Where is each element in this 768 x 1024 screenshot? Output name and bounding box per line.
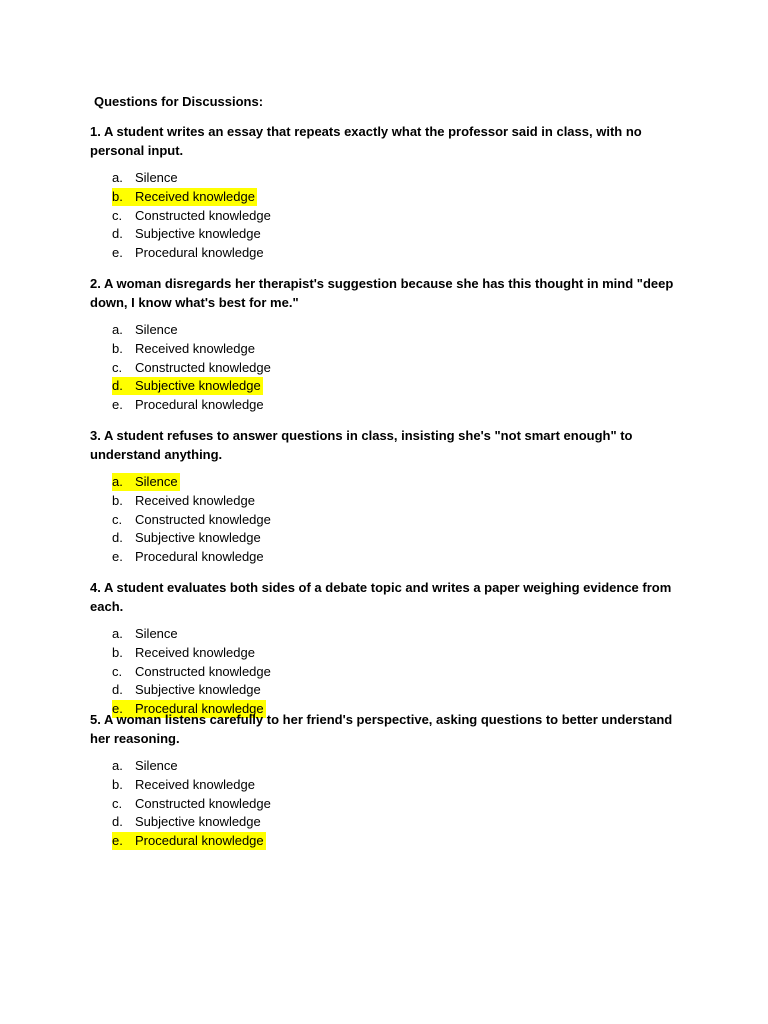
answer-options — [90, 757, 680, 851]
option-letter: b. — [112, 188, 123, 204]
option-b — [90, 644, 680, 663]
question-4 — [90, 578, 680, 719]
question-text: 5. A woman listens carefully to her friend's perspective, asking questions to better understand her reasoning. — [90, 712, 673, 746]
option-label: Constructed knowledge — [135, 663, 271, 679]
option-d — [90, 813, 680, 832]
option-a — [90, 169, 680, 188]
option-e — [90, 548, 680, 567]
option-d — [90, 681, 680, 700]
option-letter: e. — [112, 397, 123, 413]
option-b — [90, 776, 680, 795]
option-c-content — [112, 359, 273, 377]
option-c — [90, 795, 680, 814]
option-label: Procedural knowledge — [135, 833, 264, 849]
option-label: Constructed knowledge — [135, 795, 271, 811]
option-c — [90, 207, 680, 226]
option-label: Constructed knowledge — [135, 207, 271, 223]
option-label: Subjective knowledge — [135, 226, 261, 242]
option-b-content — [112, 492, 257, 510]
document-title: Questions for Discussions: — [94, 94, 264, 109]
option-label: Silence — [135, 474, 178, 489]
option-letter: d. — [112, 814, 123, 830]
option-c — [90, 359, 680, 378]
option-label: Received knowledge — [135, 492, 255, 508]
option-d-content — [112, 529, 263, 547]
option-label: Procedural knowledge — [135, 245, 264, 261]
option-label: Constructed knowledge — [135, 511, 271, 527]
option-b-content-highlighted — [112, 188, 257, 206]
question-2 — [90, 274, 680, 415]
question-1 — [90, 122, 680, 263]
question-text: 2. A woman disregards her therapist's suggestion because she has this thought in mind "deep down, I know what's best for me." — [90, 276, 674, 310]
answer-options — [90, 321, 680, 415]
option-letter: e. — [112, 245, 123, 261]
option-c-content — [112, 663, 273, 681]
option-label: Received knowledge — [135, 188, 255, 204]
option-label: Silence — [135, 322, 178, 337]
option-label: Silence — [135, 758, 178, 773]
option-letter: b. — [112, 644, 123, 660]
option-letter: d. — [112, 378, 123, 394]
option-label: Received knowledge — [135, 776, 255, 792]
option-e — [90, 244, 680, 263]
option-e — [90, 396, 680, 415]
option-d — [90, 225, 680, 244]
option-c-content — [112, 207, 273, 225]
option-d-content — [112, 813, 263, 831]
option-d-content-highlighted — [112, 377, 263, 395]
option-letter: b. — [112, 776, 123, 792]
option-label: Procedural knowledge — [135, 701, 264, 717]
option-label: Subjective knowledge — [135, 814, 261, 830]
option-label: Procedural knowledge — [135, 549, 264, 565]
option-letter: d. — [112, 530, 123, 546]
option-a-content — [112, 625, 180, 643]
option-label: Subjective knowledge — [135, 530, 261, 546]
option-d — [90, 529, 680, 548]
option-letter: a. — [112, 758, 123, 773]
question-text: 4. A student evaluates both sides of a debate topic and writes a paper weighing evidence from each. — [90, 580, 672, 614]
option-label: Subjective knowledge — [135, 378, 261, 394]
option-b-content — [112, 776, 257, 794]
option-b — [90, 492, 680, 511]
option-e-content-highlighted — [112, 832, 266, 850]
option-b-content — [112, 644, 257, 662]
answer-options — [90, 625, 680, 719]
option-letter: b. — [112, 492, 123, 508]
option-e-content — [112, 548, 266, 566]
option-label: Received knowledge — [135, 644, 255, 660]
option-b — [90, 188, 680, 207]
option-a — [90, 757, 680, 776]
option-letter: e. — [112, 833, 123, 849]
option-letter: a. — [112, 626, 123, 641]
option-c — [90, 663, 680, 682]
option-a-content — [112, 169, 180, 187]
question-text: 3. A student refuses to answer questions in class, insisting she's "not smart enough" to understand anything. — [90, 428, 633, 462]
option-c-content — [112, 795, 273, 813]
option-d — [90, 377, 680, 396]
option-label: Subjective knowledge — [135, 682, 261, 698]
option-label: Silence — [135, 170, 178, 185]
option-c-content — [112, 511, 273, 529]
option-a — [90, 473, 680, 492]
option-e — [90, 832, 680, 851]
option-b-content — [112, 340, 257, 358]
option-letter: c. — [112, 359, 123, 375]
option-letter: a. — [112, 322, 123, 337]
option-letter: a. — [112, 170, 123, 185]
option-c — [90, 511, 680, 530]
option-letter: e. — [112, 701, 123, 717]
answer-options — [90, 169, 680, 263]
option-e-content — [112, 396, 266, 414]
option-letter: d. — [112, 226, 123, 242]
option-a-content-highlighted — [112, 473, 180, 491]
option-e-content — [112, 244, 266, 262]
option-label: Procedural knowledge — [135, 397, 264, 413]
question-3 — [90, 426, 680, 567]
option-b — [90, 340, 680, 359]
option-letter: d. — [112, 682, 123, 698]
option-label: Silence — [135, 626, 178, 641]
option-letter: c. — [112, 795, 123, 811]
option-letter: b. — [112, 340, 123, 356]
option-a-content — [112, 321, 180, 339]
option-a — [90, 321, 680, 340]
option-a-content — [112, 757, 180, 775]
option-d-content — [112, 681, 263, 699]
option-a — [90, 625, 680, 644]
option-letter: c. — [112, 207, 123, 223]
option-letter: e. — [112, 549, 123, 565]
question-text: 1. A student writes an essay that repeats exactly what the professor said in class, with no personal input. — [90, 124, 642, 158]
question-5 — [90, 710, 680, 851]
option-label: Constructed knowledge — [135, 359, 271, 375]
option-letter: a. — [112, 474, 123, 489]
option-letter: c. — [112, 663, 123, 679]
option-d-content — [112, 225, 263, 243]
option-label: Received knowledge — [135, 340, 255, 356]
answer-options — [90, 473, 680, 567]
option-letter: c. — [112, 511, 123, 527]
